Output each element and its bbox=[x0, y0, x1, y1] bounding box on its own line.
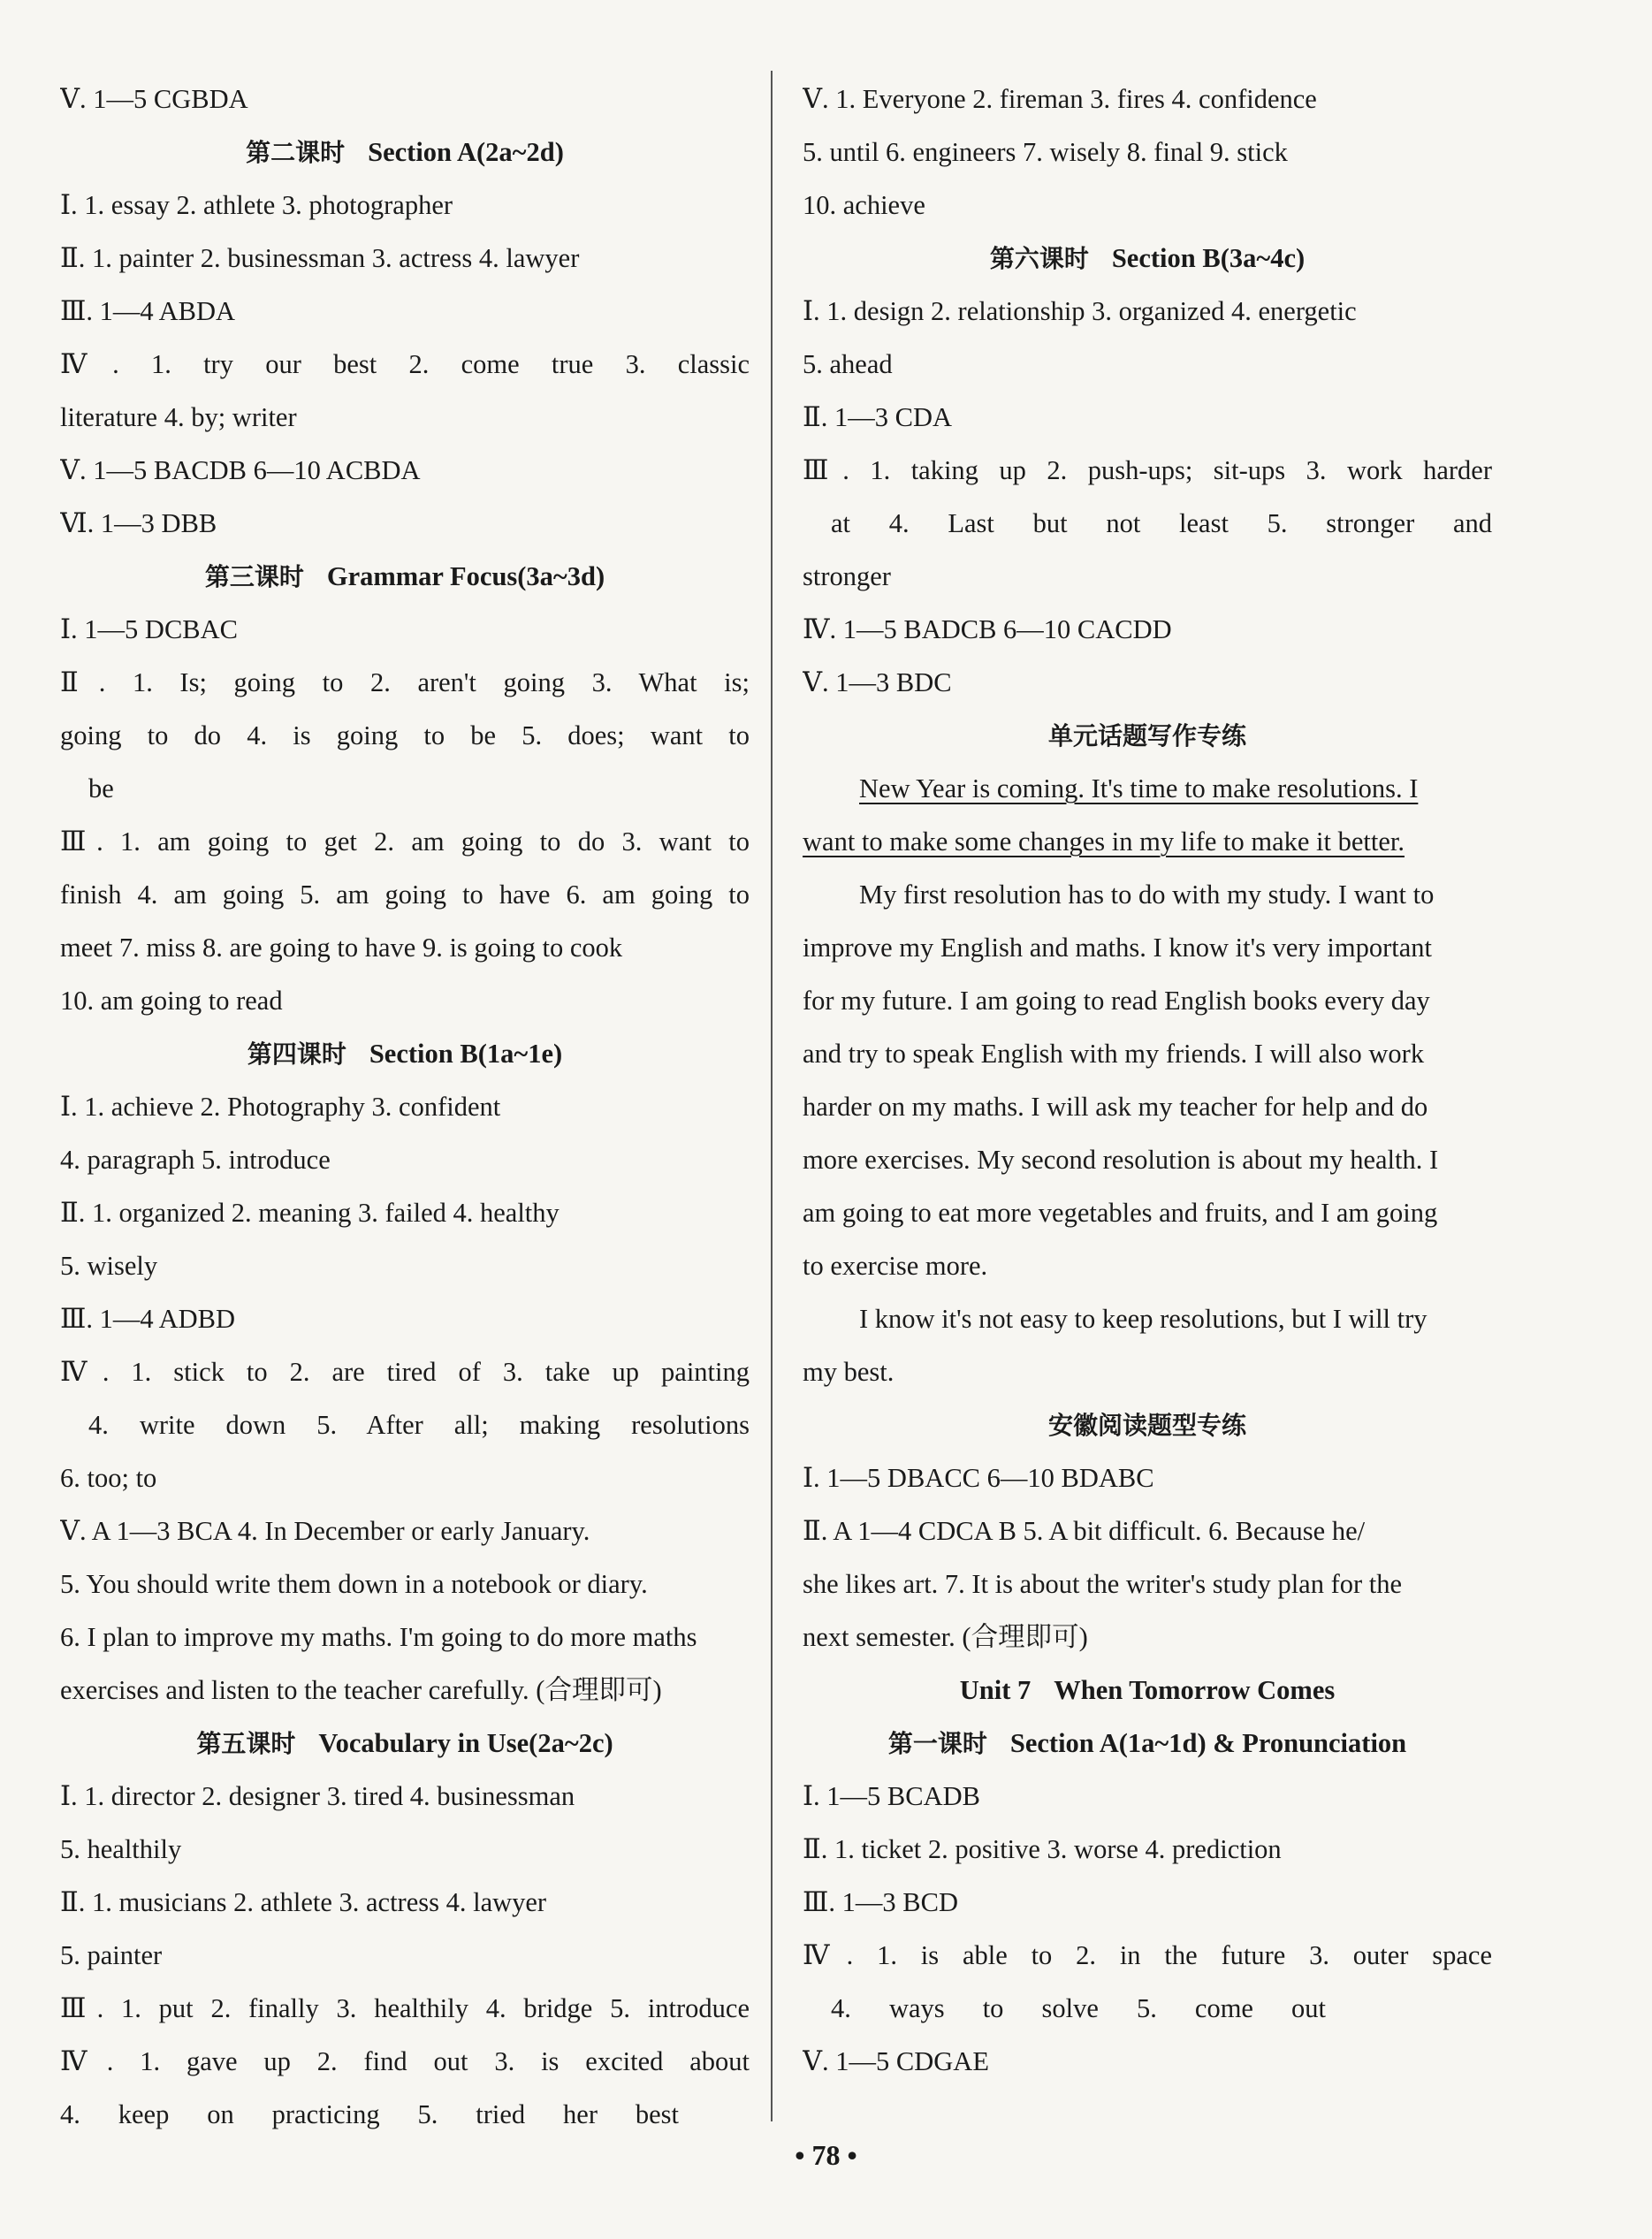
answer-line: Ⅰ. 1. achieve 2. Photography 3. confident bbox=[60, 1092, 501, 1122]
heading-section: Vocabulary in Use(2a~2c) bbox=[318, 1728, 613, 1758]
answer-line: Ⅴ. 1—3 BDC bbox=[803, 667, 952, 697]
answer-line: Ⅱ. 1. ticket 2. positive 3. worse 4. prediction bbox=[803, 1834, 1282, 1864]
answer-line: 6. I plan to improve my maths. I'm going to do more maths bbox=[60, 1622, 697, 1652]
heading-lesson: 单元话题写作专练 bbox=[1047, 721, 1246, 750]
answer-line: Ⅴ. 1—5 BACDB 6—10 ACBDA bbox=[60, 455, 421, 485]
section-heading bbox=[803, 1664, 1492, 1717]
left-column bbox=[60, 72, 750, 2141]
answer-line: Ⅱ. 1. musicians 2. athlete 3. actress 4. lawyer bbox=[60, 1887, 547, 1917]
answer-line: 5. painter bbox=[60, 1940, 163, 1970]
answer-line: for my future. I am going to read English books every day bbox=[803, 986, 1430, 1016]
answer-line: Ⅴ. 1—5 CGBDA bbox=[60, 84, 248, 114]
answer-line: stronger bbox=[803, 561, 891, 591]
heading-section: Section B(1a~1e) bbox=[369, 1039, 563, 1069]
section-heading bbox=[60, 550, 750, 603]
answer-line: Ⅴ. 1—5 CDGAE bbox=[803, 2046, 989, 2076]
heading-section: Section B(3a~4c) bbox=[1111, 243, 1306, 273]
section-heading bbox=[60, 1027, 750, 1080]
heading-lesson: Unit 7 bbox=[959, 1675, 1032, 1705]
section-heading bbox=[803, 1717, 1492, 1770]
answer-line: 10. achieve bbox=[803, 190, 925, 220]
answer-line: Ⅰ. 1—5 BCADB bbox=[803, 1781, 981, 1811]
section-heading bbox=[60, 126, 750, 179]
heading-section: Grammar Focus(3a~3d) bbox=[326, 561, 605, 591]
answer-line: and try to speak English with my friends. I will also work bbox=[803, 1039, 1425, 1069]
answer-line: 6. too; to bbox=[60, 1463, 157, 1493]
answer-line: more exercises. My second resolution is about my health. I bbox=[803, 1145, 1439, 1175]
answer-line: Ⅰ. 1. design 2. relationship 3. organized 4. energetic bbox=[803, 296, 1357, 326]
answer-line: 5. healthily bbox=[60, 1834, 182, 1864]
answer-line: 4. write down 5. After all; making resolutions bbox=[88, 1410, 750, 1440]
answer-line: harder on my maths. I will ask my teacher for help and do bbox=[803, 1092, 1428, 1122]
answer-line: Ⅲ. 1—4 ADBD bbox=[60, 1304, 236, 1334]
answer-line: literature 4. by; writer bbox=[60, 402, 297, 432]
answer-line: Ⅳ. 1—5 BADCB 6—10 CACDD bbox=[803, 614, 1172, 644]
heading-section: Section A(2a~2d) bbox=[368, 137, 564, 167]
answer-line: my best. bbox=[803, 1357, 895, 1387]
heading-lesson: 第二课时 bbox=[246, 138, 346, 167]
answer-line: Ⅳ. 1. stick to 2. are tired of 3. take up painting bbox=[60, 1357, 750, 1387]
answer-line: Ⅳ. 1. gave up 2. find out 3. is excited about bbox=[60, 2046, 750, 2076]
answer-line: 4. paragraph 5. introduce bbox=[60, 1145, 331, 1175]
answer-line: 5. You should write them down in a notebook or diary. bbox=[60, 1569, 648, 1599]
answer-line: to exercise more. bbox=[803, 1251, 988, 1281]
heading-lesson: 第五课时 bbox=[196, 1729, 296, 1758]
answer-line: 5. until 6. engineers 7. wisely 8. final 9. stick bbox=[803, 137, 1288, 167]
answer-line: Ⅰ. 1. essay 2. athlete 3. photographer bbox=[60, 190, 453, 220]
answer-line: Ⅴ. A 1—3 BCA 4. In December or early January. bbox=[60, 1516, 590, 1546]
section-heading bbox=[803, 232, 1492, 285]
heading-lesson: 第三课时 bbox=[204, 562, 304, 591]
section-heading bbox=[803, 1398, 1492, 1451]
answer-line: Ⅳ. 1. is able to 2. in the future 3. outer space bbox=[803, 1940, 1492, 1970]
answer-line: finish 4. am going 5. am going to have 6. am going to bbox=[60, 880, 750, 910]
answer-line: at 4. Last but not least 5. stronger and bbox=[831, 508, 1492, 538]
answer-line: be bbox=[88, 773, 114, 803]
answer-line: 5. wisely bbox=[60, 1251, 158, 1281]
section-heading bbox=[60, 1717, 750, 1770]
answer-line: 5. ahead bbox=[803, 349, 893, 379]
heading-lesson: 第六课时 bbox=[989, 244, 1089, 273]
answer-line: Ⅲ. 1. am going to get 2. am going to do 3. want to bbox=[60, 826, 750, 857]
answer-line: Ⅲ. 1. put 2. finally 3. healthily 4. bridge 5. introduce bbox=[60, 1993, 750, 2023]
answer-line: I know it's not easy to keep resolutions, but I will try bbox=[859, 1304, 1427, 1334]
answer-line: meet 7. miss 8. are going to have 9. is going to cook bbox=[60, 933, 623, 963]
answer-line: Ⅱ. A 1—4 CDCA B 5. A bit difficult. 6. Because he/ bbox=[803, 1516, 1366, 1546]
answer-line: 10. am going to read bbox=[60, 986, 283, 1016]
section-heading bbox=[803, 709, 1492, 762]
answer-line: Ⅵ. 1—3 DBB bbox=[60, 508, 217, 538]
column-divider bbox=[771, 71, 773, 2121]
heading-lesson: 第一课时 bbox=[887, 1729, 987, 1758]
answer-line: Ⅱ. 1. organized 2. meaning 3. failed 4. healthy bbox=[60, 1198, 560, 1228]
answer-line: Ⅱ. 1—3 CDA bbox=[803, 402, 953, 432]
answer-line: exercises and listen to the teacher carefully. (合理即可) bbox=[60, 1675, 662, 1705]
answer-line: Ⅳ. 1. try our best 2. come true 3. classic bbox=[60, 349, 750, 379]
answer-line: am going to eat more vegetables and fruits, and I am going bbox=[803, 1198, 1438, 1228]
answer-line: 4. keep on practicing 5. tried her best bbox=[60, 2099, 679, 2129]
answer-line: want to make some changes in my life to make it better. bbox=[803, 826, 1405, 857]
answer-line: New Year is coming. It's time to make resolutions. I bbox=[859, 773, 1419, 803]
answer-line: Ⅱ. 1. Is; going to 2. aren't going 3. What is; bbox=[60, 667, 750, 697]
answer-line: Ⅰ. 1—5 DCBAC bbox=[60, 614, 239, 644]
page-number: • 78 • bbox=[795, 2139, 857, 2171]
answer-line: Ⅰ. 1. director 2. designer 3. tired 4. businessman bbox=[60, 1781, 575, 1811]
answer-line: My first resolution has to do with my study. I want to bbox=[859, 880, 1435, 910]
answer-line: 4. ways to solve 5. come out bbox=[831, 1993, 1326, 2023]
heading-lesson: 第四课时 bbox=[247, 1040, 346, 1069]
answer-line: Ⅲ. 1—4 ABDA bbox=[60, 296, 236, 326]
answer-line: she likes art. 7. It is about the writer's study plan for the bbox=[803, 1569, 1403, 1599]
answer-line: going to do 4. is going to be 5. does; want to bbox=[60, 720, 750, 750]
heading-lesson: 安徽阅读题型专练 bbox=[1047, 1411, 1246, 1440]
answer-line: Ⅴ. 1. Everyone 2. fireman 3. fires 4. confidence bbox=[803, 84, 1317, 114]
answer-line: Ⅲ. 1. taking up 2. push-ups; sit-ups 3. work harder bbox=[803, 455, 1492, 485]
answer-line: improve my English and maths. I know it's very important bbox=[803, 933, 1432, 963]
answer-line: Ⅲ. 1—3 BCD bbox=[803, 1887, 959, 1917]
answer-line: Ⅰ. 1—5 DBACC 6—10 BDABC bbox=[803, 1463, 1154, 1493]
answer-line: Ⅱ. 1. painter 2. businessman 3. actress 4. lawyer bbox=[60, 243, 580, 273]
heading-section: Section A(1a~1d) & Pronunciation bbox=[1009, 1728, 1407, 1758]
heading-section: When Tomorrow Comes bbox=[1054, 1675, 1336, 1705]
answer-line: next semester. (合理即可) bbox=[803, 1622, 1088, 1652]
right-column bbox=[803, 72, 1492, 2088]
